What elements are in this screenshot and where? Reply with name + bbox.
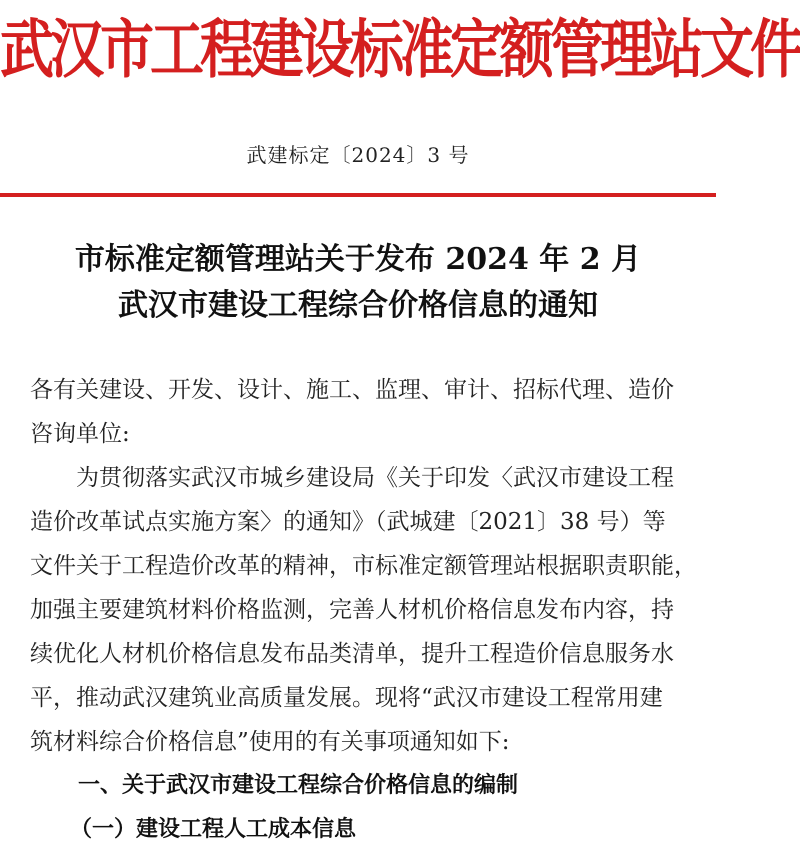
body-paragraph-line: 造价改革试点实施方案〉的通知》（武城建〔2021〕38 号）等 bbox=[30, 509, 666, 535]
red-header-divider bbox=[0, 193, 716, 197]
notice-title-line-2: 武汉市建设工程综合价格信息的通知 bbox=[118, 288, 598, 323]
body-paragraph-line: 文件关于工程造价改革的精神，市标准定额管理站根据职责职能， bbox=[30, 553, 697, 579]
document-number: 武建标定〔2024〕3 号 bbox=[246, 143, 470, 167]
section-heading: 一、关于武汉市建设工程综合价格信息的编制 bbox=[78, 773, 519, 798]
addressee-line-1: 各有关建设、开发、设计、施工、监理、审计、招标代理、造价 bbox=[30, 377, 674, 403]
body-paragraph-line: 筑材料综合价格信息”使用的有关事项通知如下: bbox=[30, 729, 510, 755]
body-paragraph-line: 平，推动武汉建筑业高质量发展。现将“武汉市建设工程常用建 bbox=[30, 685, 663, 711]
body-paragraph-line: 续优化人材机价格信息发布品类清单，提升工程造价信息服务水 bbox=[30, 641, 674, 667]
addressee-line-2: 咨询单位: bbox=[30, 421, 130, 447]
body-paragraph-line: 为贯彻落实武汉市城乡建设局《关于印发〈武汉市建设工程 bbox=[76, 465, 674, 491]
subsection-heading: （一）建设工程人工成本信息 bbox=[70, 817, 357, 842]
notice-title-line-1: 市标准定额管理站关于发布 2024 年 2 月 bbox=[74, 242, 642, 277]
body-paragraph-line: 加强主要建筑材料价格监测，完善人材机价格信息发布内容，持 bbox=[30, 597, 674, 623]
issuing-authority-title: 武汉市工程建设标准定额管理站文件 bbox=[0, 11, 800, 87]
